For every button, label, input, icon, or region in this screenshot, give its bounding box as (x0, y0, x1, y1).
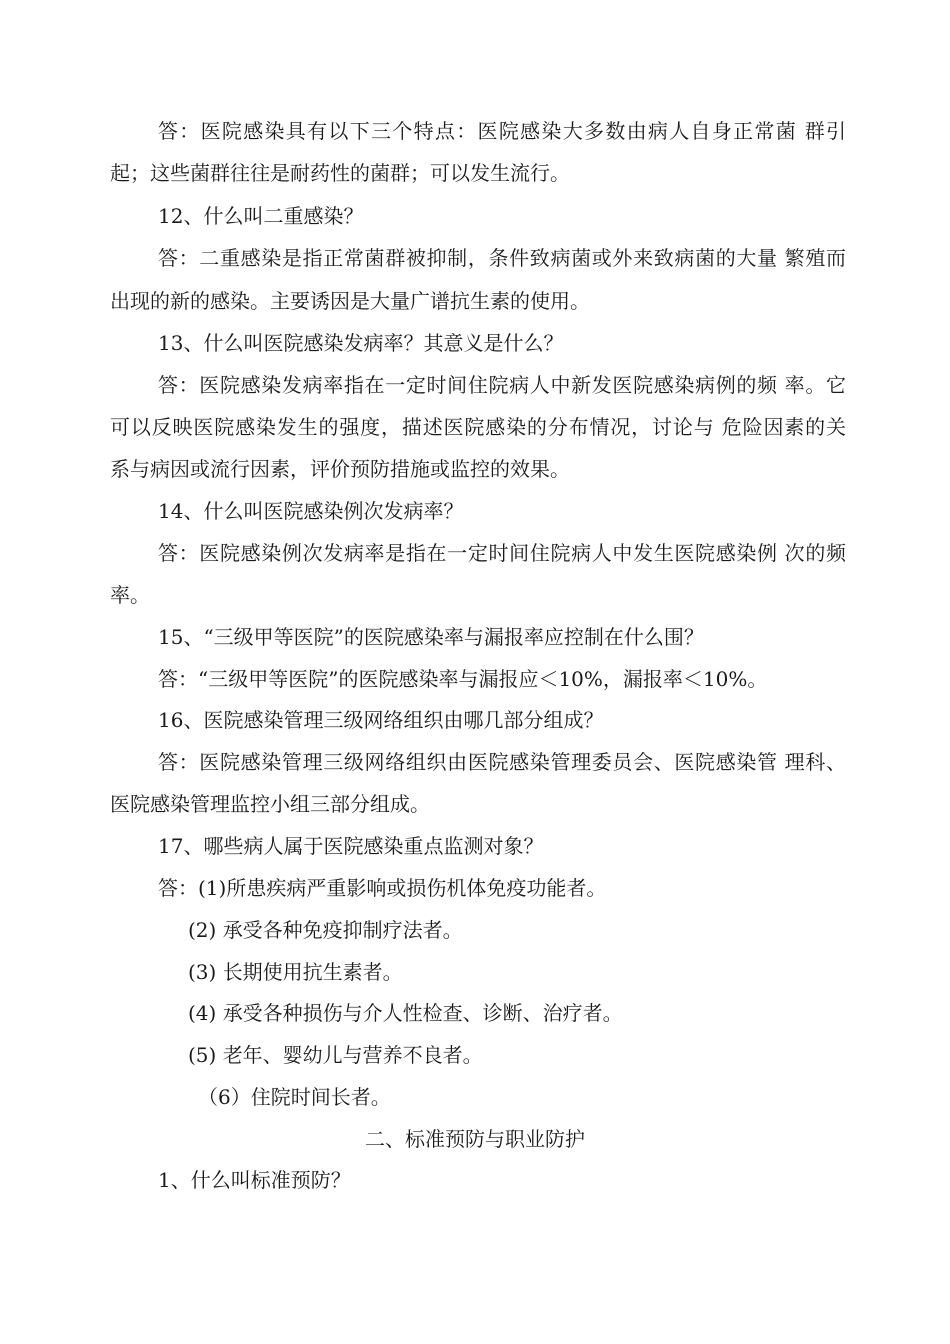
list-item: (4) 承受各种损伤与介人性检查、诊断、治疗者。 (188, 1001, 623, 1025)
paragraph-line: 起；这些菌群往往是耐药性的菌群；可以发生流行。 (110, 161, 570, 185)
paragraph-line: 答：“三级甲等医院”的医院感染率与漏报应＜10%，漏报率＜10%。 (158, 667, 768, 691)
section-heading: 二、标准预防与职业防护 (365, 1127, 585, 1151)
question-heading: 16、医院感染管理三级网络组织由哪几部分组成？ (158, 708, 604, 732)
question-heading: 14、什么叫医院感染例次发病率？ (158, 499, 464, 523)
paragraph-line: 医院感染管理监控小组三部分组成。 (110, 792, 430, 816)
paragraph-line: 可以反映医院感染发生的强度，描述医院感染的分布情况，讨论与 危险因素的关 (110, 415, 846, 439)
question-heading: 1、什么叫标准预防？ (158, 1168, 351, 1192)
paragraph-line: 答：医院感染管理三级网络组织由医院感染管理委员会、医院感染管 理科、 (158, 750, 846, 774)
paragraph-line: 答：医院感染例次发病率是指在一定时间住院病人中发生医院感染例 次的频 (158, 541, 846, 565)
paragraph-line: 出现的新的感染。主要诱因是大量广谱抗生素的使用。 (110, 289, 590, 313)
question-heading: 15、“三级甲等医院”的医院感染率与漏报率应控制在什么围？ (158, 625, 704, 649)
paragraph-line: 答：医院感染发病率指在一定时间住院病人中新发医院感染病例的频 率。它 (158, 373, 846, 397)
question-heading: 13、什么叫医院感染发病率？其意义是什么？ (158, 331, 564, 355)
list-item: (5) 老年、婴幼儿与营养不良者。 (188, 1043, 483, 1067)
list-item: (2) 承受各种免疫抑制疗法者。 (188, 918, 463, 942)
question-heading: 17、哪些病人属于医院感染重点监测对象？ (158, 834, 544, 858)
paragraph-line: 系与病因或流行因素，评价预防措施或监控的效果。 (110, 457, 570, 481)
paragraph-line: 答：二重感染是指正常菌群被抑制，条件致病菌或外来致病菌的大量 繁殖而 (158, 246, 846, 270)
list-item: 答：(1)所患疾病严重影响或损伤机体免疫功能者。 (158, 876, 607, 900)
paragraph-line: 答：医院感染具有以下三个特点：医院感染大多数由病人自身正常菌 群引 (158, 119, 846, 143)
list-item: (3) 长期使用抗生素者。 (188, 960, 403, 984)
paragraph-line: 率。 (110, 583, 150, 607)
question-heading: 12、什么叫二重感染？ (158, 204, 364, 228)
list-item: （6）住院时间长者。 (198, 1085, 391, 1109)
